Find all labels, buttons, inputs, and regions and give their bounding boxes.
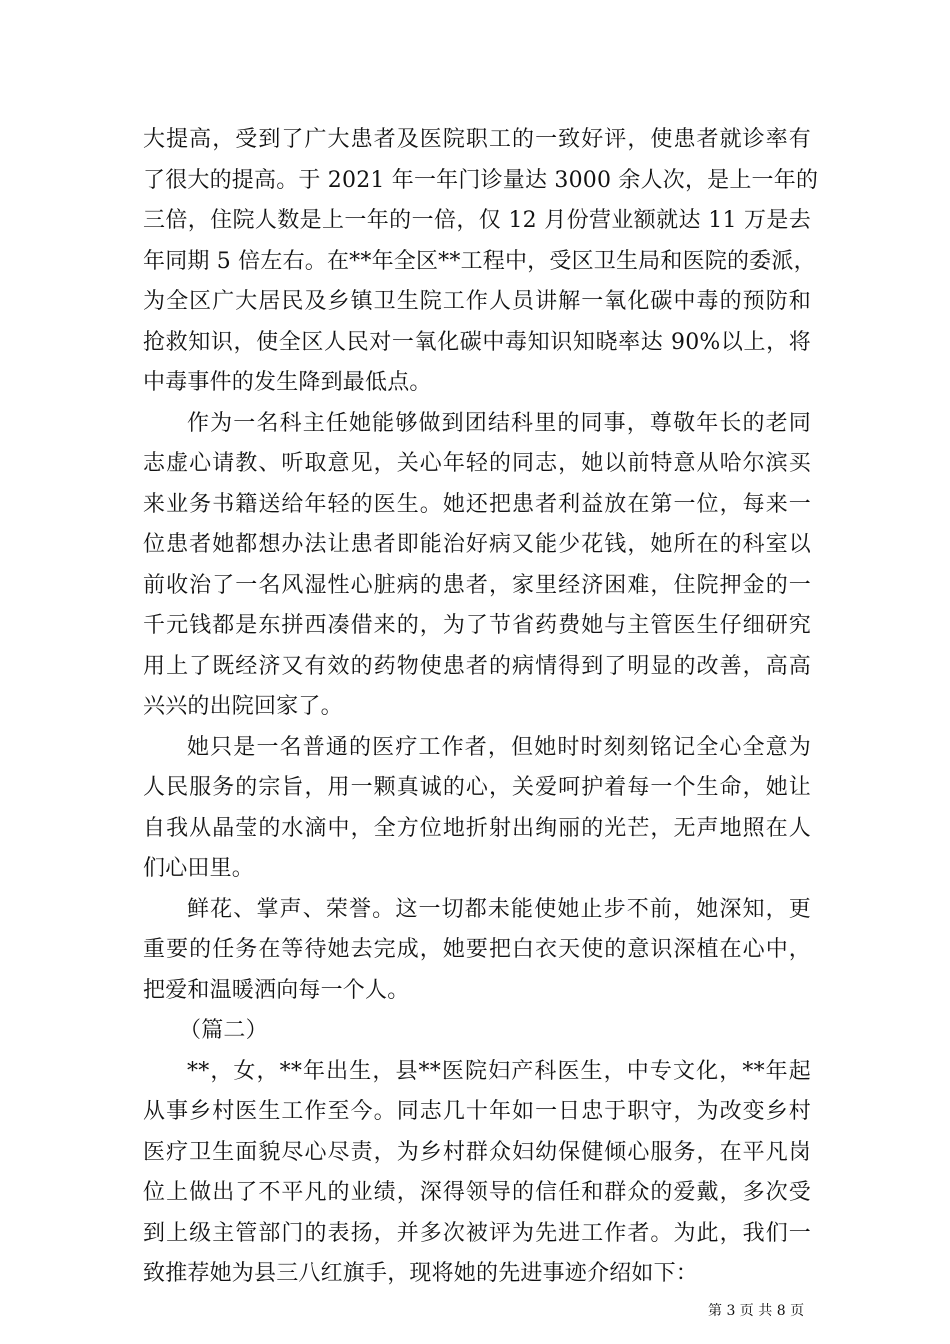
text-line: 中毒事件的发生降到最低点。: [143, 370, 432, 395]
text-line: 年同期 5 倍左右。在**年全区**工程中，受区卫生局和医院的委派，: [143, 248, 816, 274]
paragraph-2: [143, 404, 811, 728]
text-line: 致推荐她为县三八红旗手，现将她的先进事迹介绍如下：: [143, 1261, 699, 1286]
text-line: 到上级主管部门的表扬，并多次被评为先进工作者。为此，我们一: [143, 1220, 811, 1246]
text-line: 作为一名科主任她能够做到团结科里的同事，尊敬年长的老同: [187, 410, 811, 436]
paragraph-3: [143, 728, 811, 890]
text-line: 人民服务的宗旨，用一颗真诚的心，关爱呵护着每一个生命，她让: [143, 775, 811, 800]
text-line: 位上做出了不平凡的业绩，深得领导的信任和群众的爱戴，多次受: [143, 1180, 811, 1205]
page-number: 第 3 页 共 8 页: [708, 1303, 805, 1319]
text-line: 们心田里。: [143, 856, 255, 881]
text-line: 位患者她都想办法让患者即能治好病又能少花钱，她所在的科室以: [143, 532, 811, 557]
section-heading: [143, 1011, 811, 1052]
text-line: 用上了既经济又有效的药物使患者的病情得到了明显的改善，高高: [143, 653, 811, 679]
paragraph-5: [143, 1052, 811, 1295]
text-line: 她只是一名普通的医疗工作者，但她时时刻刻铭记全心全意为: [187, 734, 811, 760]
text-line: 兴兴的出院回家了。: [143, 694, 343, 719]
text-line: 把爱和温暖洒向每一个人。: [143, 977, 410, 1003]
text-line: 抢救知识，使全区人民对一氧化碳中毒知识知晓率达 90%以上，将: [143, 329, 811, 355]
text-line: 重要的任务在等待她去完成，她要把白衣天使的意识深植在心中，: [143, 937, 811, 962]
text-line: 医疗卫生面貌尽心尽责，为乡村群众妇幼保健倾心服务，在平凡岗: [143, 1139, 811, 1165]
document-body: [143, 120, 819, 1295]
text-line: 为全区广大居民及乡镇卫生院工作人员讲解一氧化碳中毒的预防和: [143, 289, 811, 314]
text-line: 来业务书籍送给年轻的医生。她还把患者利益放在第一位，每来一: [143, 491, 811, 517]
text-line: **，女，**年出生，县**医院妇产科医生，中专文化，**年起: [187, 1058, 811, 1084]
text-line: 三倍，住院人数是上一年的一倍，仅 12 月份营业额就达 11 万是去: [143, 208, 811, 233]
text-line: 志虚心请教、听取意见，关心年轻的同志，她以前特意从哈尔滨买: [143, 451, 811, 476]
text-line: 了很大的提高。于 2021 年一年门诊量达 3000 余人次，是上一年的: [143, 167, 819, 193]
paragraph-1: [143, 120, 819, 404]
text-line: 前收治了一名风湿性心脏病的患者，家里经济困难，住院押金的一: [143, 572, 811, 598]
text-line: 大提高，受到了广大患者及医院职工的一致好评，使患者就诊率有: [143, 127, 811, 152]
text-line: 自我从晶莹的水滴中，全方位地折射出绚丽的光芒，无声地照在人: [143, 815, 811, 841]
text-line: 千元钱都是东拼西凑借来的，为了节省药费她与主管医生仔细研究: [143, 613, 811, 638]
text-line: 鲜花、掌声、荣誉。这一切都未能使她止步不前，她深知，更: [187, 896, 811, 922]
paragraph-4: [143, 890, 811, 1012]
section-heading-text: （篇二）: [179, 1018, 268, 1043]
text-line: 从事乡村医生工作至今。同志几十年如一日忠于职守，为改变乡村: [143, 1099, 811, 1124]
